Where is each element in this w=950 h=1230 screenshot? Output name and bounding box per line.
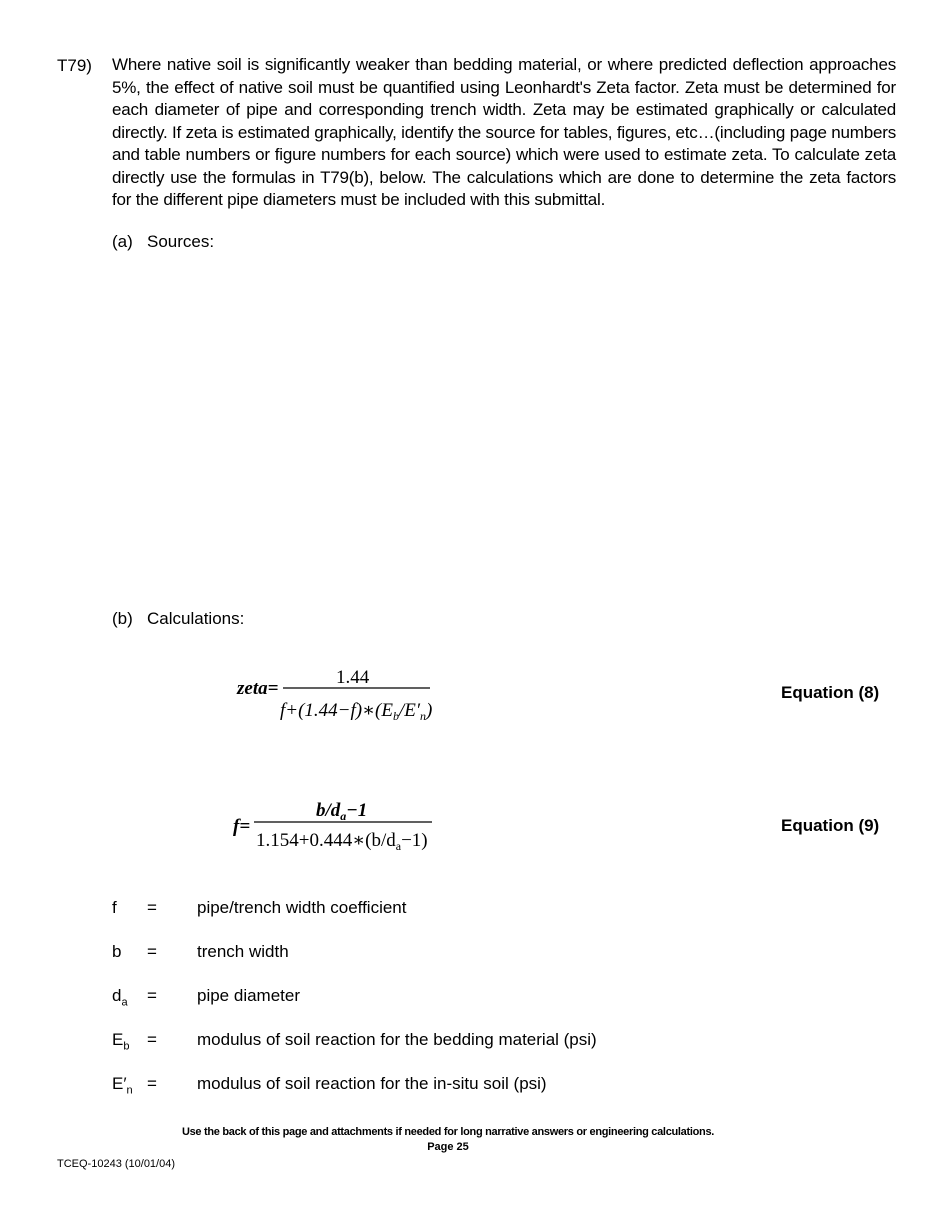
definition-equals: = bbox=[147, 898, 157, 917]
equation-9-formula bbox=[230, 792, 450, 862]
page-number: Page 25 bbox=[427, 1141, 469, 1153]
section-a-heading bbox=[112, 232, 214, 252]
item-number: T79) bbox=[57, 56, 92, 75]
item-paragraph: Where native soil is significantly weaker than bedding material, or where predicted deflection approaches 5%, the effect of native soil must be quantified using Leonhardt's Zeta factor. Zeta must be determined for each diameter of pipe and corresponding trench width. Zeta may be estimated graphically or calculated directly. If zeta is estimated graphically, identify the source for tables, figures, etc…(including page numbers and table numbers or figure numbers for each source) which were used to estimate zeta. To calculate zeta directly use the formulas in T79(b), below. The calculations which are done to determine the zeta factors for the different pipe diameters must be included with this submittal. bbox=[112, 55, 896, 209]
eq9-numerator: $b/d_a-1$ bbox=[316, 800, 368, 823]
definition-symbol: $d_a$ bbox=[112, 986, 128, 1009]
form-id: TCEQ-10243 (10/01/04) bbox=[57, 1158, 176, 1170]
definition-symbol: $E'_n$ bbox=[112, 1074, 133, 1097]
definition-description: pipe diameter bbox=[197, 986, 301, 1005]
eq9-lhs: f= bbox=[233, 816, 251, 837]
footer-note: Use the back of this page and attachments if needed for long narrative answers or engineering calculations. bbox=[181, 1126, 715, 1138]
section-b-heading bbox=[112, 609, 244, 629]
eq8-numerator: 1.44 bbox=[336, 667, 370, 688]
equation-8-label: Equation (8) bbox=[781, 683, 880, 702]
definition-equals: = bbox=[147, 942, 157, 961]
definition-equals: = bbox=[147, 1030, 157, 1049]
definition-description: modulus of soil reaction for the in-situ soil (psi) bbox=[197, 1074, 547, 1093]
definition-symbol: f bbox=[112, 898, 117, 917]
definition-equals: = bbox=[147, 1074, 157, 1093]
eq8-lhs: zeta= bbox=[237, 678, 279, 699]
section-a-title: Sources: bbox=[147, 232, 215, 251]
eq8-denominator: $f+(1.44-f)∗(E_b/E'_n)$ bbox=[280, 700, 433, 723]
section-a-label: (a) bbox=[112, 232, 133, 251]
definition-symbol: b bbox=[112, 942, 122, 961]
section-b-title: Calculations: bbox=[147, 609, 245, 628]
definition-description: modulus of soil reaction for the bedding material (psi) bbox=[197, 1030, 597, 1049]
definition-symbol: $E_b$ bbox=[112, 1030, 130, 1053]
eq9-denominator: $1.154+0.444∗(b/d_a-1)$ bbox=[256, 830, 428, 853]
equation-9-label: Equation (9) bbox=[781, 816, 880, 835]
section-b-label: (b) bbox=[112, 609, 133, 628]
definition-description: pipe/trench width coefficient bbox=[197, 898, 407, 917]
definition-description: trench width bbox=[197, 942, 289, 961]
definition-equals: = bbox=[147, 986, 157, 1005]
equation-8-formula bbox=[230, 660, 450, 730]
